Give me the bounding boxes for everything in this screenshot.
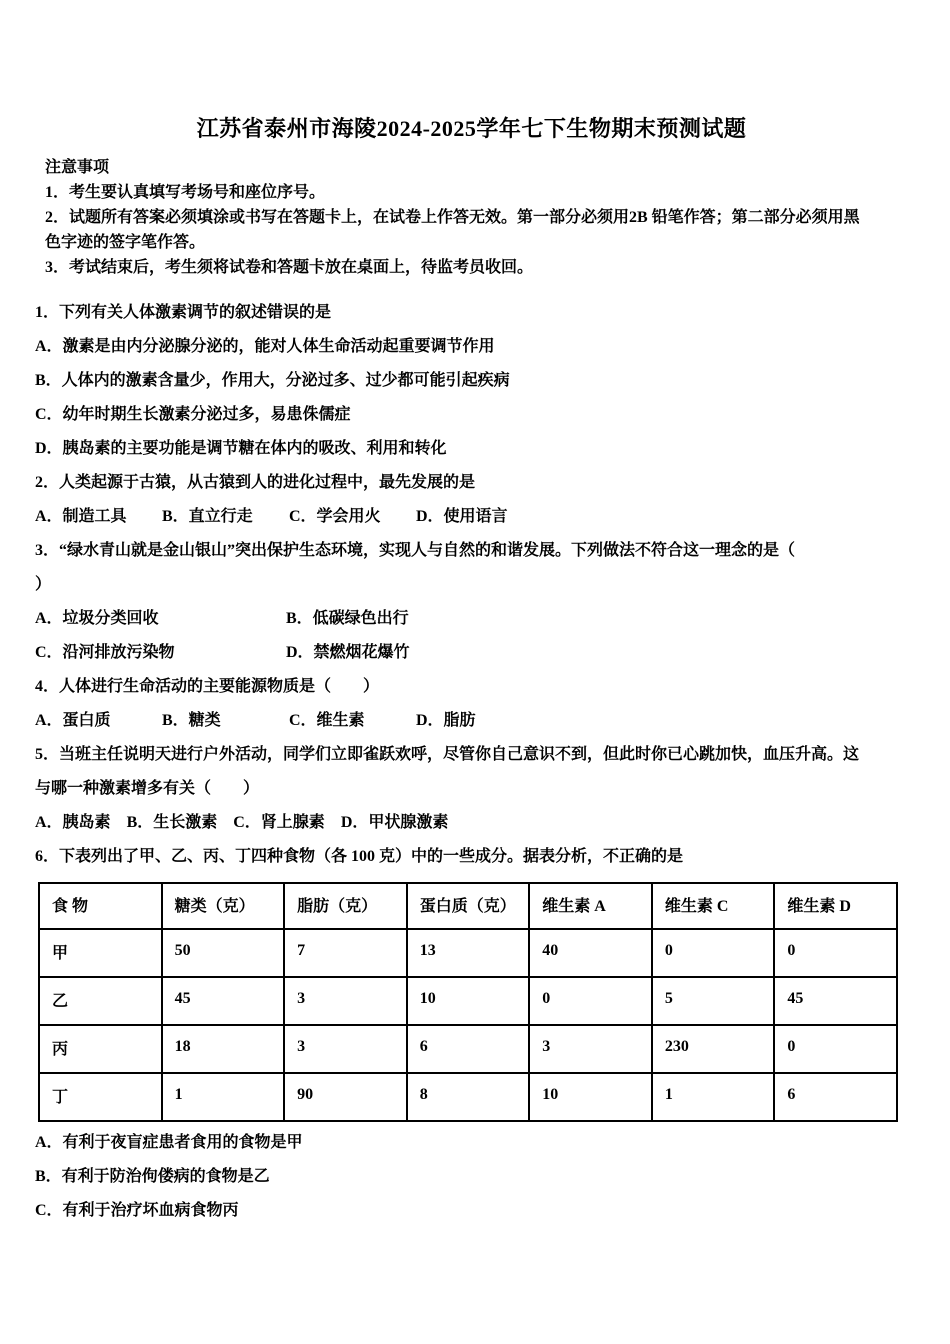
question-4-stem: 4．人体进行生命活动的主要能源物质是（ ） (35, 678, 380, 695)
question-4-options (35, 704, 908, 738)
question-1 (35, 296, 908, 466)
questions-section (35, 296, 908, 1228)
question-3-stem-line-2: ） (35, 576, 52, 593)
question-4-option-c: C．维生素 (289, 712, 365, 729)
question-1-option-b: B．人体内的激素含量少，作用大，分泌过多、过少都可能引起疾病 (35, 372, 510, 389)
table-row (39, 929, 897, 977)
table-cell: 45 (774, 977, 897, 1025)
question-5-stem-line-1: 5．当班主任说明天进行户外活动，同学们立即雀跃欢呼，尽管你自己意识不到，但此时你已心跳加快，血压升高。这 (35, 746, 860, 763)
question-1-option-d: D．胰岛素的主要功能是调节糖在体内的吸改、利用和转化 (35, 440, 447, 457)
table-cell: 甲 (39, 929, 162, 977)
table-cell: 13 (407, 929, 530, 977)
table-cell: 45 (162, 977, 285, 1025)
question-5-stem-line-2: 与哪一种激素增多有关（ ） (35, 780, 260, 797)
question-6-option-a: A．有利于夜盲症患者食用的食物是甲 (35, 1134, 303, 1151)
table-cell: 乙 (39, 977, 162, 1025)
table-cell: 90 (284, 1073, 407, 1121)
table-cell: 3 (284, 977, 407, 1025)
table-cell: 丁 (39, 1073, 162, 1121)
question-2-option-b: B．直立行走 (162, 508, 253, 525)
table-cell: 0 (652, 929, 775, 977)
table-cell: 6 (407, 1025, 530, 1073)
question-6-option-c: C．有利于治疗坏血病食物丙 (35, 1202, 239, 1219)
question-6 (35, 840, 908, 1228)
table-cell: 1 (652, 1073, 775, 1121)
table-row (39, 1073, 897, 1121)
table-header-cell: 维生素 C (652, 883, 775, 929)
table-row (39, 977, 897, 1025)
table-header-cell: 食 物 (39, 883, 162, 929)
table-header-cell: 糖类（克） (162, 883, 285, 929)
question-5-options (35, 806, 908, 840)
table-cell: 10 (529, 1073, 652, 1121)
question-5-option-d: D．甲状腺激素 (340, 814, 449, 831)
question-3-options-row-2 (35, 636, 908, 670)
table-cell: 1 (162, 1073, 285, 1121)
question-1-option-a: A．激素是由内分泌腺分泌的，能对人体生命活动起重要调节作用 (35, 338, 495, 355)
table-cell: 8 (407, 1073, 530, 1121)
table-cell: 3 (529, 1025, 652, 1073)
table-cell: 6 (774, 1073, 897, 1121)
food-composition-table (38, 882, 898, 1122)
question-6-option-b: B．有利于防治佝偻病的食物是乙 (35, 1168, 270, 1185)
table-cell: 7 (284, 929, 407, 977)
notice-item-2-line-1: 2．试题所有答案必须填涂或书写在答题卡上，在试卷上作答无效。第一部分必须用2B 铅笔作答；第二部分必须用黑 (45, 209, 860, 226)
notice-item-1: 1．考生要认真填写考场号和座位序号。 (45, 184, 326, 201)
question-1-stem: 1．下列有关人体激素调节的叙述错误的是 (35, 304, 332, 321)
table-cell: 3 (284, 1025, 407, 1073)
question-2-options (35, 500, 908, 534)
table-cell: 0 (774, 929, 897, 977)
question-6-stem: 6．下表列出了甲、乙、丙、丁四种食物（各 100 克）中的一些成分。据表分析，不正确的是 (35, 848, 684, 865)
question-4 (35, 670, 908, 738)
question-2-stem: 2．人类起源于古猿，从古猿到人的进化过程中，最先发展的是 (35, 474, 476, 491)
table-cell: 230 (652, 1025, 775, 1073)
question-3-option-a: A．垃圾分类回收 (35, 610, 159, 627)
question-2 (35, 466, 908, 534)
table-header-row (39, 883, 897, 929)
table-cell: 18 (162, 1025, 285, 1073)
table-cell: 40 (529, 929, 652, 977)
question-4-option-d: D．脂肪 (416, 712, 476, 729)
table-cell: 5 (652, 977, 775, 1025)
question-2-option-c: C．学会用火 (289, 508, 381, 525)
question-3-option-d: D．禁燃烟花爆竹 (286, 644, 410, 661)
question-4-option-b: B．糖类 (162, 712, 221, 729)
table-header-cell: 维生素 D (774, 883, 897, 929)
question-4-option-a: A．蛋白质 (35, 712, 111, 729)
question-3-option-b: B．低碳绿色出行 (286, 610, 409, 627)
table-cell: 0 (774, 1025, 897, 1073)
notice-heading: 注意事项 (45, 159, 110, 176)
question-3 (35, 534, 908, 670)
question-5-option-c: C．肾上腺素 (233, 814, 325, 831)
table-cell: 丙 (39, 1025, 162, 1073)
table-header-cell: 维生素 A (529, 883, 652, 929)
question-1-option-c: C．幼年时期生长激素分泌过多，易患侏儒症 (35, 406, 351, 423)
question-2-option-d: D．使用语言 (416, 508, 508, 525)
table-header-cell: 脂肪（克） (284, 883, 407, 929)
table-header-cell: 蛋白质（克） (407, 883, 530, 929)
page-title: 江苏省泰州市海陵2024-2025学年七下生物期末预测试题 (196, 116, 747, 141)
question-5-option-a: A．胰岛素 (35, 814, 111, 831)
question-2-option-a: A．制造工具 (35, 508, 127, 525)
notice-item-2-line-2: 色字迹的签字笔作答。 (45, 234, 206, 251)
notice-item-3: 3．考试结束后，考生须将试卷和答题卡放在桌面上，待监考员收回。 (45, 259, 534, 276)
table-cell: 0 (529, 977, 652, 1025)
notice-section (35, 155, 908, 280)
table-row (39, 1025, 897, 1073)
question-3-stem-line-1: 3．“绿水青山就是金山银山”突出保护生态环境，实现人与自然的和谐发展。下列做法不符合这一理念的是（ (35, 542, 796, 559)
table-cell: 50 (162, 929, 285, 977)
question-5 (35, 738, 908, 840)
table-cell: 10 (407, 977, 530, 1025)
question-3-option-c: C．沿河排放污染物 (35, 644, 175, 661)
question-3-options-row-1 (35, 602, 908, 636)
question-5-option-b: B．生长激素 (126, 814, 218, 831)
